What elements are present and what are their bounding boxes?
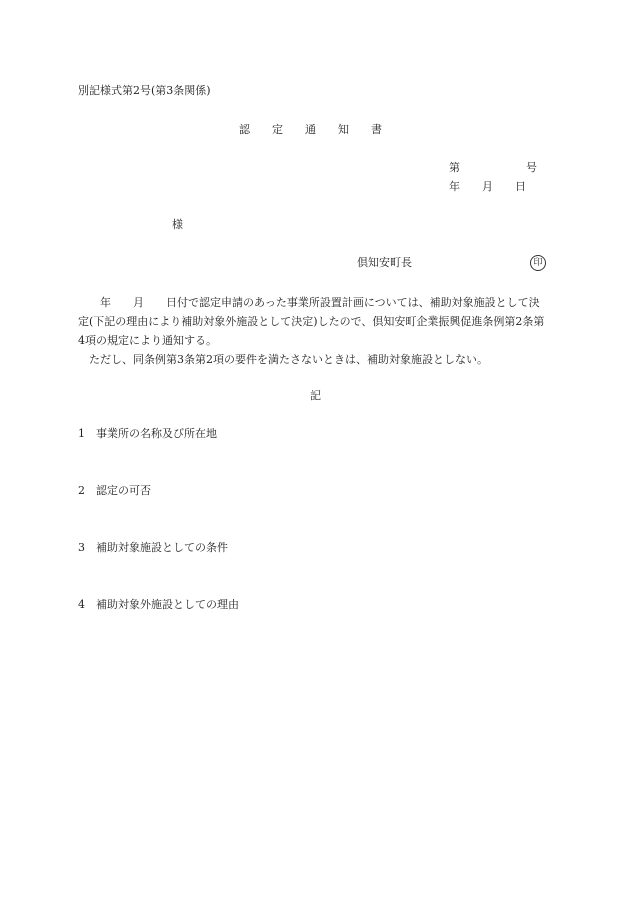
document-number-line: 第 号 <box>449 161 537 174</box>
issuer-name: 倶知安町長 <box>357 256 412 269</box>
list-item: 2 認定の可否 <box>78 484 151 497</box>
notice-proviso-paragraph: ただし、同条例第3条第2項の要件を満たさないときは、補助対象施設としない。 <box>78 353 488 366</box>
list-item: 1 事業所の名称及び所在地 <box>78 427 217 440</box>
notice-body-paragraph: 年 月 日付で認定申請のあった事業所設置計画については、補助対象施設として決定(下記の理由により補助対象外施設として決定)したので、倶知安町企業振興促進条例第2条第4項の規定により通知する。 <box>78 296 545 347</box>
list-item: 4 補助対象外施設としての理由 <box>78 598 239 611</box>
form-label: 別記様式第2号(第3条関係) <box>78 84 211 97</box>
ki-heading: 記 <box>310 389 321 402</box>
seal-mark: 印 <box>530 255 546 271</box>
document-title: 認 定 通 知 書 <box>239 123 382 136</box>
date-line: 年 月 日 <box>449 180 526 193</box>
recipient-honorific: 様 <box>172 218 183 231</box>
list-item: 3 補助対象施設としての条件 <box>78 541 228 554</box>
